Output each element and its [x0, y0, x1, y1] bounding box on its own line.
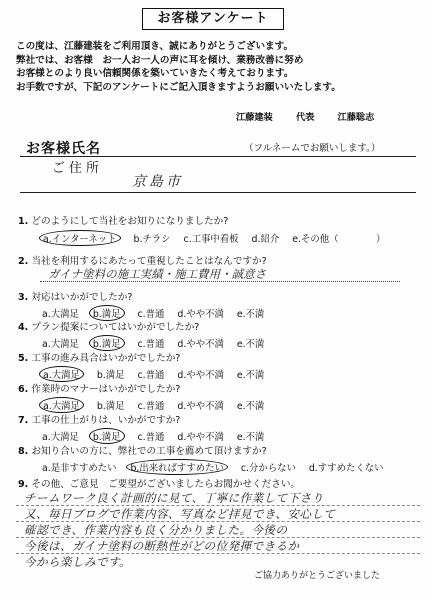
question-8-options — [42, 459, 393, 475]
signoff — [236, 109, 374, 123]
question-8: 8. お知り合いの方に、弊社での工事を薦めて頂けますか? — [18, 446, 267, 457]
option-b[interactable]: b.満足 — [89, 305, 125, 321]
intro-line: この度は、江藤建装をご利用頂き、誠にありがとうございます。 — [16, 41, 294, 52]
intro-line: お客様とのより良い信頼関係を築いていきたく考えております。 — [16, 68, 294, 80]
question-9: 9. その他、ご意見 ご要望がございましたらお聞かせください。 — [18, 479, 301, 490]
option-b[interactable]: b.満足 — [96, 370, 125, 381]
option-b[interactable]: b.出来ればすすめたい — [126, 459, 227, 475]
rep-title: 代表 — [295, 112, 315, 123]
question-6-options — [42, 397, 274, 413]
option-e[interactable]: e.不満 — [236, 370, 265, 381]
option-a[interactable]: a.大満足 — [42, 432, 79, 443]
option-e[interactable]: e.不満 — [236, 339, 265, 350]
option-a[interactable]: a.大満足 — [39, 397, 84, 413]
option-c[interactable]: c.普通 — [137, 432, 165, 443]
address-label: ご住所 — [52, 161, 104, 176]
comment-line: 今後は、ガイナ塗料の断熱性がどの位発揮できるか — [24, 539, 300, 553]
company-name: 江藤建装 — [236, 112, 273, 123]
option-a[interactable]: a.インターネット — [39, 230, 121, 246]
question-4: 4. プラン提案についてはいかがでしたか? — [18, 322, 200, 333]
option-b[interactable]: b.満足 — [89, 428, 125, 444]
intro-text — [16, 40, 426, 94]
option-d[interactable]: d.紹介 — [251, 234, 280, 245]
comment-line: 又、毎日ブログで作業内容、写真など拝見でき、安心して — [24, 507, 336, 521]
option-c[interactable]: c.普通 — [137, 370, 165, 381]
answer-line — [40, 281, 400, 282]
option-e[interactable]: e.不満 — [236, 309, 265, 320]
option-d[interactable]: d.すすめたくない — [308, 463, 384, 474]
question-1: 1. どのようにして当社をお知りになりましたか? — [18, 216, 229, 227]
customer-name-label: お客様氏名 — [26, 141, 101, 157]
option-c[interactable]: c.普通 — [137, 339, 165, 350]
option-c[interactable]: c.普通 — [137, 401, 165, 412]
question-7: 7. 工事の仕上がりは、いかがですか? — [18, 415, 181, 426]
comment-line: チームワーク良く計画的に見て、丁寧に作業して下さり — [24, 491, 324, 505]
option-d[interactable]: d.やや不満 — [177, 339, 224, 350]
rep-name: 江藤聡志 — [337, 112, 375, 123]
option-e[interactable]: e.その他（ ） — [292, 234, 386, 245]
option-d[interactable]: d.やや不満 — [177, 370, 224, 381]
option-e[interactable]: e.不満 — [236, 432, 265, 443]
option-c[interactable]: c.普通 — [137, 309, 165, 320]
intro-line: お手数ですが、下記のアンケートにご記入頂きますようお願いいたします。 — [16, 81, 341, 93]
question-2: 2. 当社を利用するにあたって重視したことはなんですか? — [18, 256, 267, 267]
question-2-answer: ガイナ塗料の施工実績・施工費用・誠意さ — [48, 267, 267, 281]
option-b[interactable]: b.満足 — [96, 401, 125, 412]
intro-line: 弊社では、お客様 お一人お一人の声に耳を傾け、業務改善に努め — [16, 54, 304, 66]
question-4-options — [42, 335, 274, 351]
option-a[interactable]: a.是非すすめたい — [42, 463, 117, 474]
option-a[interactable]: a.大満足 — [39, 366, 84, 382]
thanks-note: ご協力ありがとうございました — [254, 571, 381, 581]
option-e[interactable]: e.不満 — [236, 401, 265, 412]
option-b[interactable]: b.満足 — [89, 335, 125, 351]
option-c[interactable]: c.工事中看板 — [183, 234, 239, 245]
comment-line: 今から楽しみです。 — [24, 555, 132, 569]
question-3: 3. 対応はいかがでしたか? — [18, 292, 133, 303]
survey-title: お客様アンケート — [142, 8, 284, 30]
option-c[interactable]: c.分からない — [240, 463, 296, 474]
option-a[interactable]: a.大満足 — [42, 339, 79, 350]
question-7-options — [42, 428, 274, 444]
option-d[interactable]: d.やや不満 — [177, 309, 224, 320]
address-field-line — [20, 192, 416, 193]
option-a[interactable]: a.大満足 — [42, 309, 79, 320]
customer-name-note: （フルネームでお願いします。） — [244, 143, 381, 154]
address-value: 京島市 — [132, 174, 183, 190]
question-5-options — [42, 366, 274, 382]
option-d[interactable]: d.やや不満 — [177, 401, 224, 412]
question-5: 5. 工事の進み具合はいかがでしたか? — [18, 353, 181, 364]
question-6: 6. 作業時のマナーはいかがでしたか? — [18, 384, 181, 395]
option-d[interactable]: d.やや不満 — [177, 432, 224, 443]
option-b[interactable]: b.チラシ — [133, 234, 171, 245]
question-1-options — [42, 230, 395, 246]
comment-line: 確認でき、作業内容も良く分かりました。今後の — [24, 523, 288, 537]
